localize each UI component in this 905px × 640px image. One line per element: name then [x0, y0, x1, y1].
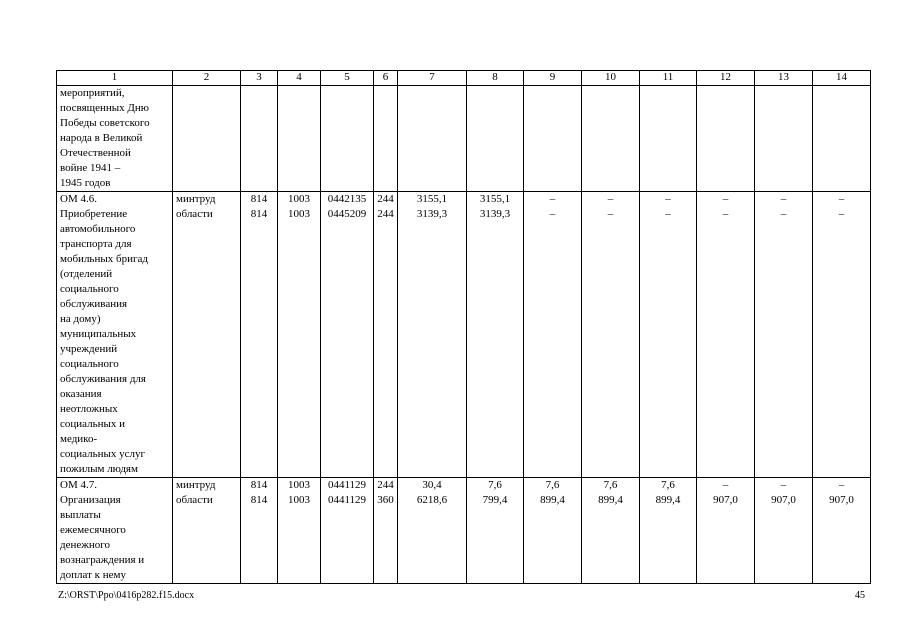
- table-row-om47: [57, 478, 871, 584]
- header-cell: 13: [755, 71, 813, 86]
- cell-col4: 1003 1003: [278, 192, 321, 478]
- header-cell: 5: [321, 71, 374, 86]
- cell-col11: 7,6 899,4: [640, 478, 697, 584]
- cell-col5: 0442135 0445209: [321, 192, 374, 478]
- header-cell: 10: [582, 71, 640, 86]
- header-cell: 12: [697, 71, 755, 86]
- header-cell: 1: [57, 71, 173, 86]
- cell-col8: 7,6 799,4: [467, 478, 524, 584]
- cell-col9: – –: [524, 192, 582, 478]
- cell-col4: 1003 1003: [278, 478, 321, 584]
- cell-col14: – 907,0: [813, 478, 871, 584]
- budget-table: [56, 70, 871, 584]
- cell-col13: – –: [755, 192, 813, 478]
- header-cell: 8: [467, 71, 524, 86]
- cell-col9: 7,6 899,4: [524, 478, 582, 584]
- cell-col10: – –: [582, 192, 640, 478]
- cell-col6: 244 360: [374, 478, 398, 584]
- event-description: мероприятий, посвященных Дню Победы советского народа в Великой Отечественной войне 1941 – 1945 годов: [57, 86, 173, 192]
- executor-cell: минтруд области: [173, 478, 241, 584]
- cell-col12: – –: [697, 192, 755, 478]
- cell-col6: 244 244: [374, 192, 398, 478]
- table-row: [57, 86, 871, 192]
- cell-col3: 814 814: [241, 478, 278, 584]
- cell-col3: 814 814: [241, 192, 278, 478]
- header-cell: 6: [374, 71, 398, 86]
- header-row: [57, 71, 871, 86]
- cell-col14: – –: [813, 192, 871, 478]
- event-description: ОМ 4.6. Приобретение автомобильного транспорта для мобильных бригад (отделений социального обслуживания на дому) муниципальных учреждений социального обслуживания для оказания неотложных социальных и медико- социальных услуг пожилым людям: [57, 192, 173, 478]
- header-cell: 7: [398, 71, 467, 86]
- cell-col11: – –: [640, 192, 697, 478]
- event-description: ОМ 4.7. Организация выплаты ежемесячного денежного вознаграждения и доплат к нему: [57, 478, 173, 584]
- executor-cell: минтруд области: [173, 192, 241, 478]
- cell-col7: 3155,1 3139,3: [398, 192, 467, 478]
- header-cell: 3: [241, 71, 278, 86]
- table-row-om46: [57, 192, 871, 478]
- page-number: 45: [855, 590, 865, 601]
- cell-col8: 3155,1 3139,3: [467, 192, 524, 478]
- cell-col5: 0441129 0441129: [321, 478, 374, 584]
- header-cell: 14: [813, 71, 871, 86]
- cell-col7: 30,4 6218,6: [398, 478, 467, 584]
- cell-col13: – 907,0: [755, 478, 813, 584]
- header-cell: 2: [173, 71, 241, 86]
- header-cell: 11: [640, 71, 697, 86]
- header-cell: 9: [524, 71, 582, 86]
- cell-col10: 7,6 899,4: [582, 478, 640, 584]
- header-cell: 4: [278, 71, 321, 86]
- file-path: Z:\ORST\Ppo\0416p282.f15.docx: [58, 590, 195, 601]
- cell-col12: – 907,0: [697, 478, 755, 584]
